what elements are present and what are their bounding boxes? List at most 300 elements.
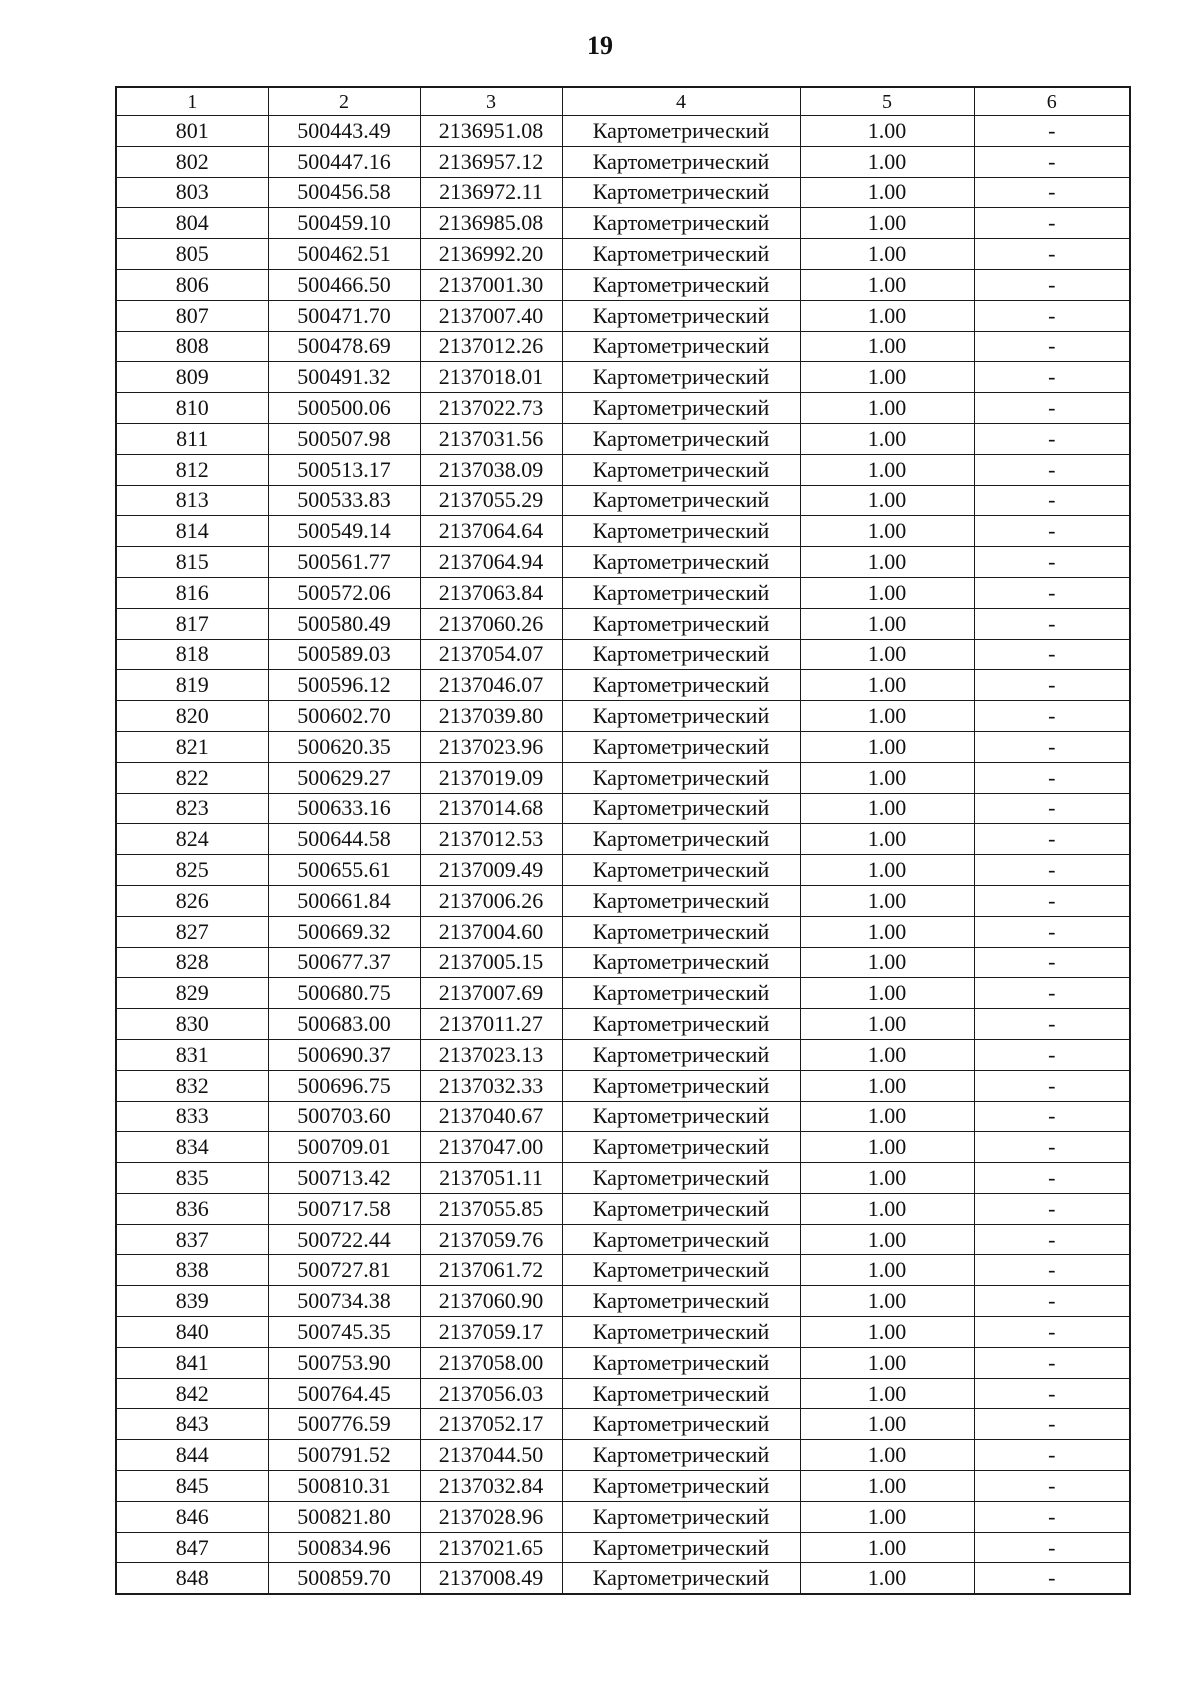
table-row bbox=[116, 1163, 1130, 1194]
precision-cell: 1.00 bbox=[800, 1193, 974, 1224]
page-number: 19 bbox=[587, 31, 613, 60]
method-cell: Картометрический bbox=[562, 1163, 800, 1194]
point-number-cell: 837 bbox=[116, 1224, 268, 1255]
table-row bbox=[116, 1101, 1130, 1132]
method-cell: Картометрический bbox=[562, 1193, 800, 1224]
precision-cell: 1.00 bbox=[800, 1286, 974, 1317]
note-cell: - bbox=[974, 423, 1130, 454]
method-cell: Картометрический bbox=[562, 793, 800, 824]
method-cell: Картометрический bbox=[562, 824, 800, 855]
precision-cell: 1.00 bbox=[800, 146, 974, 177]
x-coordinate-cell: 500745.35 bbox=[268, 1317, 420, 1348]
y-coordinate-cell: 2137060.26 bbox=[420, 608, 562, 639]
y-coordinate-cell: 2136992.20 bbox=[420, 239, 562, 270]
precision-cell: 1.00 bbox=[800, 393, 974, 424]
method-cell: Картометрический bbox=[562, 885, 800, 916]
method-cell: Картометрический bbox=[562, 516, 800, 547]
table-row bbox=[116, 454, 1130, 485]
y-coordinate-cell: 2137064.94 bbox=[420, 547, 562, 578]
method-cell: Картометрический bbox=[562, 577, 800, 608]
note-cell: - bbox=[974, 1409, 1130, 1440]
method-cell: Картометрический bbox=[562, 177, 800, 208]
method-cell: Картометрический bbox=[562, 300, 800, 331]
note-cell: - bbox=[974, 485, 1130, 516]
x-coordinate-cell: 500776.59 bbox=[268, 1409, 420, 1440]
method-cell: Картометрический bbox=[562, 1255, 800, 1286]
precision-cell: 1.00 bbox=[800, 793, 974, 824]
note-cell: - bbox=[974, 1317, 1130, 1348]
table-header bbox=[116, 87, 1130, 116]
x-coordinate-cell: 500513.17 bbox=[268, 454, 420, 485]
y-coordinate-cell: 2137052.17 bbox=[420, 1409, 562, 1440]
method-cell: Картометрический bbox=[562, 393, 800, 424]
precision-cell: 1.00 bbox=[800, 916, 974, 947]
y-coordinate-cell: 2137064.64 bbox=[420, 516, 562, 547]
x-coordinate-cell: 500713.42 bbox=[268, 1163, 420, 1194]
table-row bbox=[116, 1039, 1130, 1070]
x-coordinate-cell: 500491.32 bbox=[268, 362, 420, 393]
table-row bbox=[116, 485, 1130, 516]
note-cell: - bbox=[974, 239, 1130, 270]
precision-cell: 1.00 bbox=[800, 1317, 974, 1348]
table-row bbox=[116, 916, 1130, 947]
method-cell: Картометрический bbox=[562, 485, 800, 516]
note-cell: - bbox=[974, 1563, 1130, 1594]
note-cell: - bbox=[974, 1347, 1130, 1378]
note-cell: - bbox=[974, 855, 1130, 886]
y-coordinate-cell: 2137014.68 bbox=[420, 793, 562, 824]
point-number-cell: 841 bbox=[116, 1347, 268, 1378]
precision-cell: 1.00 bbox=[800, 177, 974, 208]
note-cell: - bbox=[974, 824, 1130, 855]
precision-cell: 1.00 bbox=[800, 824, 974, 855]
method-cell: Картометрический bbox=[562, 639, 800, 670]
table-row bbox=[116, 393, 1130, 424]
x-coordinate-cell: 500734.38 bbox=[268, 1286, 420, 1317]
point-number-cell: 816 bbox=[116, 577, 268, 608]
table-row bbox=[116, 1009, 1130, 1040]
table-row bbox=[116, 423, 1130, 454]
x-coordinate-cell: 500443.49 bbox=[268, 116, 420, 147]
method-cell: Картометрический bbox=[562, 916, 800, 947]
x-coordinate-cell: 500703.60 bbox=[268, 1101, 420, 1132]
point-number-cell: 812 bbox=[116, 454, 268, 485]
note-cell: - bbox=[974, 300, 1130, 331]
y-coordinate-cell: 2137006.26 bbox=[420, 885, 562, 916]
note-cell: - bbox=[974, 1532, 1130, 1563]
table-row bbox=[116, 577, 1130, 608]
note-cell: - bbox=[974, 577, 1130, 608]
table-row bbox=[116, 701, 1130, 732]
y-coordinate-cell: 2137055.85 bbox=[420, 1193, 562, 1224]
table-row bbox=[116, 1409, 1130, 1440]
x-coordinate-cell: 500644.58 bbox=[268, 824, 420, 855]
x-coordinate-cell: 500459.10 bbox=[268, 208, 420, 239]
note-cell: - bbox=[974, 1224, 1130, 1255]
point-number-cell: 818 bbox=[116, 639, 268, 670]
precision-cell: 1.00 bbox=[800, 1009, 974, 1040]
point-number-cell: 848 bbox=[116, 1563, 268, 1594]
point-number-cell: 807 bbox=[116, 300, 268, 331]
precision-cell: 1.00 bbox=[800, 331, 974, 362]
x-coordinate-cell: 500549.14 bbox=[268, 516, 420, 547]
precision-cell: 1.00 bbox=[800, 1132, 974, 1163]
note-cell: - bbox=[974, 1440, 1130, 1471]
point-number-cell: 820 bbox=[116, 701, 268, 732]
x-coordinate-cell: 500561.77 bbox=[268, 547, 420, 578]
table-row bbox=[116, 762, 1130, 793]
table-row bbox=[116, 146, 1130, 177]
note-cell: - bbox=[974, 116, 1130, 147]
point-number-cell: 824 bbox=[116, 824, 268, 855]
note-cell: - bbox=[974, 269, 1130, 300]
method-cell: Картометрический bbox=[562, 608, 800, 639]
x-coordinate-cell: 500507.98 bbox=[268, 423, 420, 454]
table-row bbox=[116, 1132, 1130, 1163]
precision-cell: 1.00 bbox=[800, 1347, 974, 1378]
point-number-cell: 839 bbox=[116, 1286, 268, 1317]
point-number-cell: 809 bbox=[116, 362, 268, 393]
table-row bbox=[116, 1224, 1130, 1255]
header-cell-col-5: 5 bbox=[800, 87, 974, 116]
note-cell: - bbox=[974, 547, 1130, 578]
table-row bbox=[116, 1347, 1130, 1378]
method-cell: Картометрический bbox=[562, 1532, 800, 1563]
point-number-cell: 835 bbox=[116, 1163, 268, 1194]
method-cell: Картометрический bbox=[562, 1471, 800, 1502]
table-row bbox=[116, 1378, 1130, 1409]
note-cell: - bbox=[974, 362, 1130, 393]
table-row bbox=[116, 793, 1130, 824]
point-number-cell: 838 bbox=[116, 1255, 268, 1286]
precision-cell: 1.00 bbox=[800, 608, 974, 639]
header-row bbox=[116, 87, 1130, 116]
point-number-cell: 815 bbox=[116, 547, 268, 578]
y-coordinate-cell: 2137055.29 bbox=[420, 485, 562, 516]
note-cell: - bbox=[974, 885, 1130, 916]
point-number-cell: 810 bbox=[116, 393, 268, 424]
x-coordinate-cell: 500478.69 bbox=[268, 331, 420, 362]
precision-cell: 1.00 bbox=[800, 1471, 974, 1502]
table-row bbox=[116, 1286, 1130, 1317]
x-coordinate-cell: 500462.51 bbox=[268, 239, 420, 270]
table-row bbox=[116, 855, 1130, 886]
table-body bbox=[116, 116, 1130, 1595]
note-cell: - bbox=[974, 1255, 1130, 1286]
y-coordinate-cell: 2137005.15 bbox=[420, 947, 562, 978]
table-row bbox=[116, 608, 1130, 639]
y-coordinate-cell: 2137011.27 bbox=[420, 1009, 562, 1040]
point-number-cell: 814 bbox=[116, 516, 268, 547]
y-coordinate-cell: 2137058.00 bbox=[420, 1347, 562, 1378]
precision-cell: 1.00 bbox=[800, 516, 974, 547]
method-cell: Картометрический bbox=[562, 116, 800, 147]
precision-cell: 1.00 bbox=[800, 762, 974, 793]
method-cell: Картометрический bbox=[562, 1347, 800, 1378]
point-number-cell: 843 bbox=[116, 1409, 268, 1440]
note-cell: - bbox=[974, 1039, 1130, 1070]
precision-cell: 1.00 bbox=[800, 1224, 974, 1255]
table-row bbox=[116, 1501, 1130, 1532]
note-cell: - bbox=[974, 1009, 1130, 1040]
point-number-cell: 829 bbox=[116, 978, 268, 1009]
y-coordinate-cell: 2137032.33 bbox=[420, 1070, 562, 1101]
note-cell: - bbox=[974, 393, 1130, 424]
note-cell: - bbox=[974, 1471, 1130, 1502]
method-cell: Картометрический bbox=[562, 269, 800, 300]
precision-cell: 1.00 bbox=[800, 362, 974, 393]
y-coordinate-cell: 2137001.30 bbox=[420, 269, 562, 300]
point-number-cell: 802 bbox=[116, 146, 268, 177]
method-cell: Картометрический bbox=[562, 208, 800, 239]
note-cell: - bbox=[974, 208, 1130, 239]
point-number-cell: 813 bbox=[116, 485, 268, 516]
precision-cell: 1.00 bbox=[800, 1163, 974, 1194]
point-number-cell: 840 bbox=[116, 1317, 268, 1348]
point-number-cell: 834 bbox=[116, 1132, 268, 1163]
table-row bbox=[116, 362, 1130, 393]
note-cell: - bbox=[974, 331, 1130, 362]
precision-cell: 1.00 bbox=[800, 1440, 974, 1471]
note-cell: - bbox=[974, 454, 1130, 485]
method-cell: Картометрический bbox=[562, 423, 800, 454]
y-coordinate-cell: 2137046.07 bbox=[420, 670, 562, 701]
method-cell: Картометрический bbox=[562, 701, 800, 732]
method-cell: Картометрический bbox=[562, 978, 800, 1009]
note-cell: - bbox=[974, 1132, 1130, 1163]
table-row bbox=[116, 1471, 1130, 1502]
x-coordinate-cell: 500764.45 bbox=[268, 1378, 420, 1409]
y-coordinate-cell: 2137051.11 bbox=[420, 1163, 562, 1194]
note-cell: - bbox=[974, 608, 1130, 639]
y-coordinate-cell: 2137054.07 bbox=[420, 639, 562, 670]
note-cell: - bbox=[974, 947, 1130, 978]
point-number-cell: 842 bbox=[116, 1378, 268, 1409]
table-row bbox=[116, 1255, 1130, 1286]
y-coordinate-cell: 2137012.26 bbox=[420, 331, 562, 362]
precision-cell: 1.00 bbox=[800, 978, 974, 1009]
x-coordinate-cell: 500677.37 bbox=[268, 947, 420, 978]
note-cell: - bbox=[974, 762, 1130, 793]
precision-cell: 1.00 bbox=[800, 577, 974, 608]
method-cell: Картометрический bbox=[562, 331, 800, 362]
table-row bbox=[116, 547, 1130, 578]
method-cell: Картометрический bbox=[562, 362, 800, 393]
x-coordinate-cell: 500500.06 bbox=[268, 393, 420, 424]
table-row bbox=[116, 269, 1130, 300]
table-row bbox=[116, 1070, 1130, 1101]
y-coordinate-cell: 2137031.56 bbox=[420, 423, 562, 454]
table-row bbox=[116, 116, 1130, 147]
point-number-cell: 803 bbox=[116, 177, 268, 208]
x-coordinate-cell: 500669.32 bbox=[268, 916, 420, 947]
header-cell-col-6: 6 bbox=[974, 87, 1130, 116]
method-cell: Картометрический bbox=[562, 762, 800, 793]
y-coordinate-cell: 2137060.90 bbox=[420, 1286, 562, 1317]
y-coordinate-cell: 2137040.67 bbox=[420, 1101, 562, 1132]
point-number-cell: 805 bbox=[116, 239, 268, 270]
method-cell: Картометрический bbox=[562, 1224, 800, 1255]
table-row bbox=[116, 947, 1130, 978]
y-coordinate-cell: 2137004.60 bbox=[420, 916, 562, 947]
x-coordinate-cell: 500655.61 bbox=[268, 855, 420, 886]
point-number-cell: 844 bbox=[116, 1440, 268, 1471]
x-coordinate-cell: 500696.75 bbox=[268, 1070, 420, 1101]
y-coordinate-cell: 2137022.73 bbox=[420, 393, 562, 424]
header-cell-col-1: 1 bbox=[116, 87, 268, 116]
note-cell: - bbox=[974, 1378, 1130, 1409]
y-coordinate-cell: 2136985.08 bbox=[420, 208, 562, 239]
point-number-cell: 811 bbox=[116, 423, 268, 454]
method-cell: Картометрический bbox=[562, 1009, 800, 1040]
y-coordinate-cell: 2137023.13 bbox=[420, 1039, 562, 1070]
point-number-cell: 827 bbox=[116, 916, 268, 947]
method-cell: Картометрический bbox=[562, 1101, 800, 1132]
point-number-cell: 831 bbox=[116, 1039, 268, 1070]
method-cell: Картометрический bbox=[562, 1132, 800, 1163]
point-number-cell: 804 bbox=[116, 208, 268, 239]
method-cell: Картометрический bbox=[562, 1317, 800, 1348]
point-number-cell: 823 bbox=[116, 793, 268, 824]
point-number-cell: 826 bbox=[116, 885, 268, 916]
y-coordinate-cell: 2137023.96 bbox=[420, 731, 562, 762]
method-cell: Картометрический bbox=[562, 454, 800, 485]
point-number-cell: 825 bbox=[116, 855, 268, 886]
table-row bbox=[116, 1193, 1130, 1224]
x-coordinate-cell: 500580.49 bbox=[268, 608, 420, 639]
table-row bbox=[116, 177, 1130, 208]
x-coordinate-cell: 500709.01 bbox=[268, 1132, 420, 1163]
method-cell: Картометрический bbox=[562, 1409, 800, 1440]
y-coordinate-cell: 2136972.11 bbox=[420, 177, 562, 208]
point-number-cell: 846 bbox=[116, 1501, 268, 1532]
y-coordinate-cell: 2137044.50 bbox=[420, 1440, 562, 1471]
precision-cell: 1.00 bbox=[800, 701, 974, 732]
table-row bbox=[116, 1440, 1130, 1471]
x-coordinate-cell: 500471.70 bbox=[268, 300, 420, 331]
method-cell: Картометрический bbox=[562, 731, 800, 762]
y-coordinate-cell: 2137059.17 bbox=[420, 1317, 562, 1348]
note-cell: - bbox=[974, 916, 1130, 947]
x-coordinate-cell: 500661.84 bbox=[268, 885, 420, 916]
x-coordinate-cell: 500859.70 bbox=[268, 1563, 420, 1594]
precision-cell: 1.00 bbox=[800, 1532, 974, 1563]
y-coordinate-cell: 2137047.00 bbox=[420, 1132, 562, 1163]
method-cell: Картометрический bbox=[562, 239, 800, 270]
x-coordinate-cell: 500717.58 bbox=[268, 1193, 420, 1224]
y-coordinate-cell: 2137018.01 bbox=[420, 362, 562, 393]
method-cell: Картометрический bbox=[562, 1039, 800, 1070]
x-coordinate-cell: 500753.90 bbox=[268, 1347, 420, 1378]
note-cell: - bbox=[974, 978, 1130, 1009]
note-cell: - bbox=[974, 670, 1130, 701]
table-row bbox=[116, 978, 1130, 1009]
table-row bbox=[116, 1563, 1130, 1594]
x-coordinate-cell: 500727.81 bbox=[268, 1255, 420, 1286]
x-coordinate-cell: 500690.37 bbox=[268, 1039, 420, 1070]
x-coordinate-cell: 500596.12 bbox=[268, 670, 420, 701]
table-row bbox=[116, 300, 1130, 331]
note-cell: - bbox=[974, 1193, 1130, 1224]
precision-cell: 1.00 bbox=[800, 1101, 974, 1132]
precision-cell: 1.00 bbox=[800, 639, 974, 670]
precision-cell: 1.00 bbox=[800, 1255, 974, 1286]
point-number-cell: 822 bbox=[116, 762, 268, 793]
precision-cell: 1.00 bbox=[800, 1409, 974, 1440]
x-coordinate-cell: 500629.27 bbox=[268, 762, 420, 793]
y-coordinate-cell: 2137032.84 bbox=[420, 1471, 562, 1502]
x-coordinate-cell: 500533.83 bbox=[268, 485, 420, 516]
point-number-cell: 845 bbox=[116, 1471, 268, 1502]
table-row bbox=[116, 516, 1130, 547]
point-number-cell: 830 bbox=[116, 1009, 268, 1040]
point-number-cell: 801 bbox=[116, 116, 268, 147]
precision-cell: 1.00 bbox=[800, 269, 974, 300]
x-coordinate-cell: 500680.75 bbox=[268, 978, 420, 1009]
note-cell: - bbox=[974, 177, 1130, 208]
y-coordinate-cell: 2137007.40 bbox=[420, 300, 562, 331]
x-coordinate-cell: 500683.00 bbox=[268, 1009, 420, 1040]
precision-cell: 1.00 bbox=[800, 947, 974, 978]
x-coordinate-cell: 500821.80 bbox=[268, 1501, 420, 1532]
table-row bbox=[116, 1532, 1130, 1563]
method-cell: Картометрический bbox=[562, 1440, 800, 1471]
header-cell-col-4: 4 bbox=[562, 87, 800, 116]
x-coordinate-cell: 500589.03 bbox=[268, 639, 420, 670]
note-cell: - bbox=[974, 701, 1130, 732]
point-number-cell: 828 bbox=[116, 947, 268, 978]
x-coordinate-cell: 500602.70 bbox=[268, 701, 420, 732]
y-coordinate-cell: 2137061.72 bbox=[420, 1255, 562, 1286]
y-coordinate-cell: 2137009.49 bbox=[420, 855, 562, 886]
point-number-cell: 832 bbox=[116, 1070, 268, 1101]
point-number-cell: 821 bbox=[116, 731, 268, 762]
point-number-cell: 808 bbox=[116, 331, 268, 362]
precision-cell: 1.00 bbox=[800, 300, 974, 331]
point-number-cell: 817 bbox=[116, 608, 268, 639]
point-number-cell: 833 bbox=[116, 1101, 268, 1132]
point-number-cell: 847 bbox=[116, 1532, 268, 1563]
precision-cell: 1.00 bbox=[800, 547, 974, 578]
y-coordinate-cell: 2136957.12 bbox=[420, 146, 562, 177]
x-coordinate-cell: 500633.16 bbox=[268, 793, 420, 824]
x-coordinate-cell: 500834.96 bbox=[268, 1532, 420, 1563]
method-cell: Картометрический bbox=[562, 1070, 800, 1101]
method-cell: Картометрический bbox=[562, 547, 800, 578]
precision-cell: 1.00 bbox=[800, 1039, 974, 1070]
header-cell-col-3: 3 bbox=[420, 87, 562, 116]
precision-cell: 1.00 bbox=[800, 1501, 974, 1532]
y-coordinate-cell: 2137038.09 bbox=[420, 454, 562, 485]
y-coordinate-cell: 2137019.09 bbox=[420, 762, 562, 793]
y-coordinate-cell: 2137039.80 bbox=[420, 701, 562, 732]
note-cell: - bbox=[974, 1070, 1130, 1101]
header-cell-col-2: 2 bbox=[268, 87, 420, 116]
note-cell: - bbox=[974, 516, 1130, 547]
table-row bbox=[116, 208, 1130, 239]
note-cell: - bbox=[974, 1163, 1130, 1194]
table-row bbox=[116, 331, 1130, 362]
y-coordinate-cell: 2137028.96 bbox=[420, 1501, 562, 1532]
note-cell: - bbox=[974, 639, 1130, 670]
precision-cell: 1.00 bbox=[800, 454, 974, 485]
table-row bbox=[116, 1317, 1130, 1348]
point-number-cell: 806 bbox=[116, 269, 268, 300]
note-cell: - bbox=[974, 793, 1130, 824]
precision-cell: 1.00 bbox=[800, 239, 974, 270]
y-coordinate-cell: 2136951.08 bbox=[420, 116, 562, 147]
y-coordinate-cell: 2137056.03 bbox=[420, 1378, 562, 1409]
